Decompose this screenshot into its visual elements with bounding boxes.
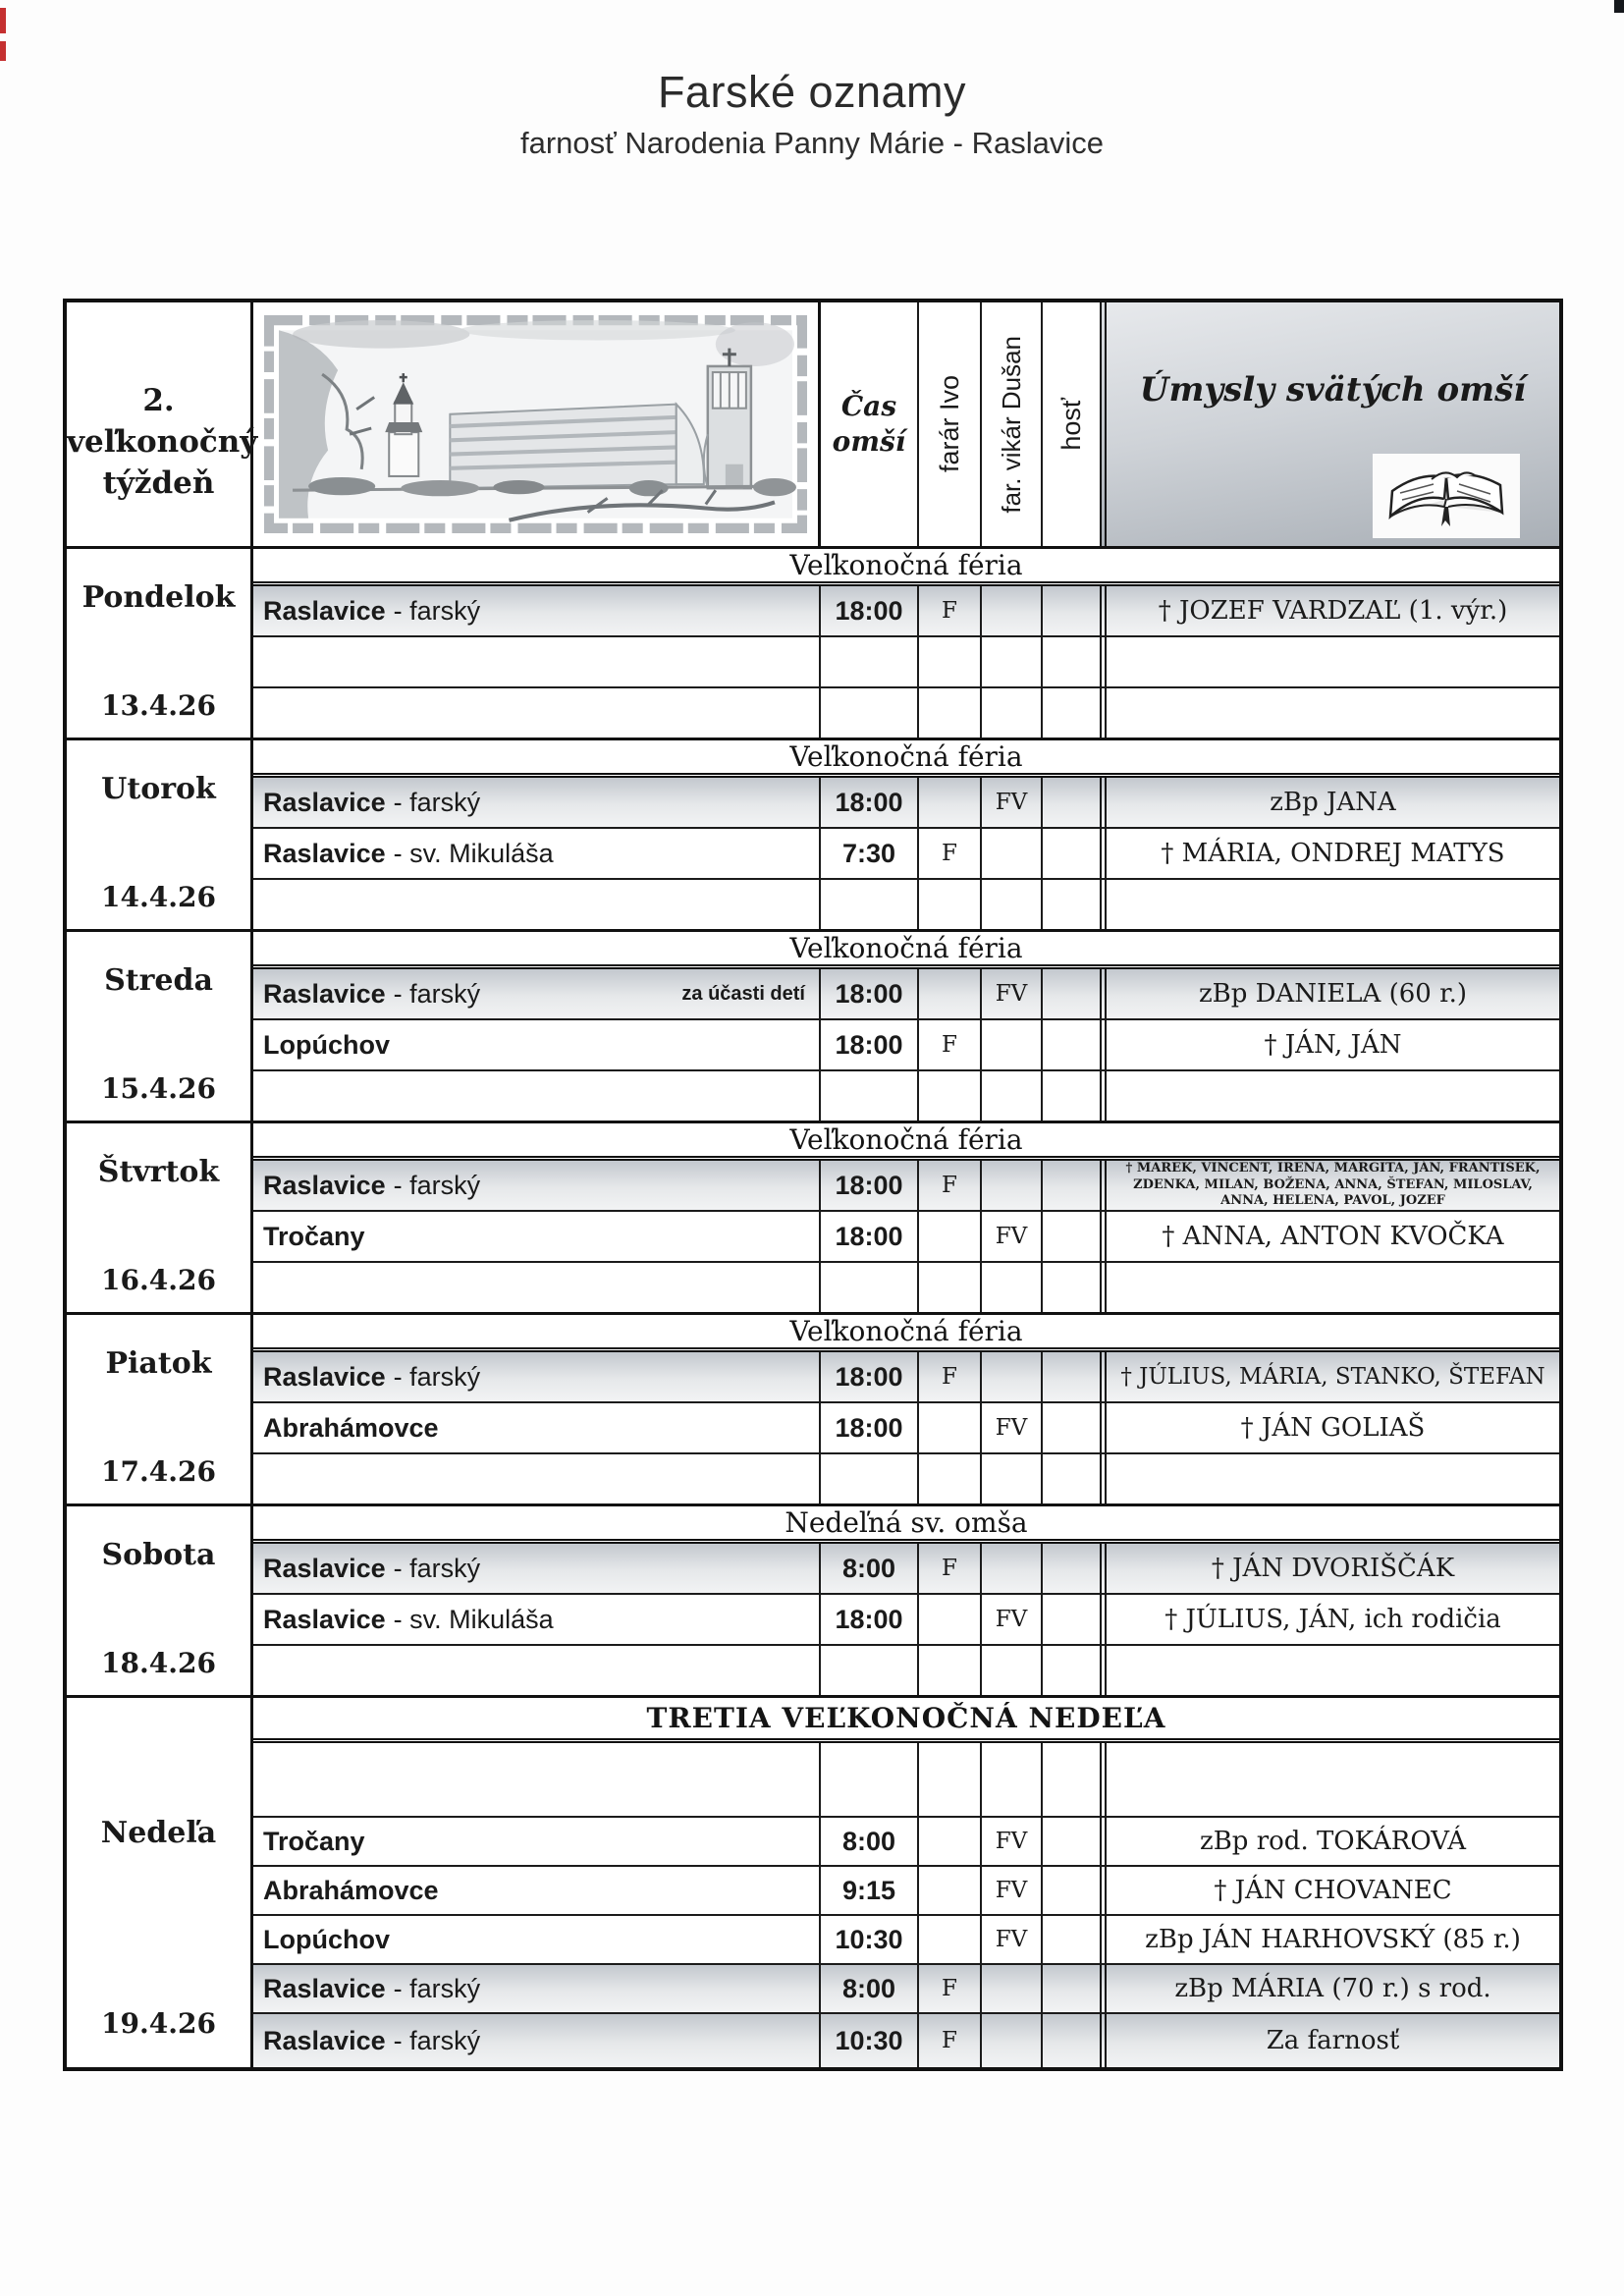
location-main: Raslavice [263, 1170, 386, 1200]
guest-cell [1043, 586, 1100, 635]
time-cell: 18:00 [821, 1403, 919, 1452]
day-name: Sobota [101, 1538, 216, 1572]
intention-cell: † JÁN GOLIAŠ [1100, 1403, 1559, 1452]
intention-cell: Za farnosť [1100, 2014, 1559, 2067]
day-name: Štvrtok [97, 1155, 220, 1189]
guest-cell [1043, 1818, 1100, 1865]
feria-label: Veľkonočná féria [253, 932, 1559, 969]
feria-label: Veľkonočná féria [253, 1123, 1559, 1161]
day-name: Pondelok [81, 580, 236, 615]
day-cell [67, 932, 253, 1121]
guest-cell [1043, 829, 1100, 878]
location-cell [253, 2014, 821, 2067]
vicar-cell [982, 1454, 1043, 1503]
mass-row-empty [253, 1646, 1559, 1695]
location-main: Raslavice [263, 2025, 386, 2055]
guest-cell [1043, 1454, 1100, 1503]
mass-row-empty [253, 1743, 1559, 1818]
intention-cell: † JOZEF VARDZAĽ (1. výr.) [1100, 586, 1559, 635]
location-cell [253, 1161, 821, 1210]
location-note: za účasti detí [681, 982, 805, 1005]
day-date: 19.4.26 [101, 2007, 216, 2040]
vicar-cell [982, 586, 1043, 635]
time-cell: 18:00 [821, 1595, 919, 1644]
intention-cell: zBp JÁN HARHOVSKÝ (85 r.) [1100, 1916, 1559, 1963]
priest-cell [919, 778, 982, 827]
time-cell: 18:00 [821, 969, 919, 1018]
intention-cell [1100, 1263, 1559, 1312]
location-sub: - sv. Mikuláša [393, 1604, 554, 1634]
guest-cell [1043, 1595, 1100, 1644]
priest-cell [919, 969, 982, 1018]
priest-cell [919, 1263, 982, 1312]
church-image [263, 314, 808, 534]
time-cell [821, 688, 919, 738]
intention-cell: † JÚLIUS, MÁRIA, STANKO, ŠTEFAN [1100, 1352, 1559, 1401]
day-block-streda [67, 929, 1559, 1121]
feria-label: Nedeľná sv. omša [253, 1506, 1559, 1544]
location-sub: - farský [393, 1553, 481, 1583]
guest-cell [1043, 1544, 1100, 1593]
vicar-cell: FV [982, 1818, 1043, 1865]
time-cell [821, 637, 919, 686]
day-date: 15.4.26 [101, 1072, 216, 1105]
guest-cell [1043, 1352, 1100, 1401]
intention-cell: † MÁRIA, ONDREJ MATYS [1100, 829, 1559, 878]
day-block-pondelok [67, 546, 1559, 738]
mass-schedule-table [63, 299, 1563, 2071]
column-header-guest [1043, 302, 1100, 546]
guest-cell [1043, 1867, 1100, 1914]
priest-cell [919, 1403, 982, 1452]
time-cell [821, 880, 919, 929]
vicar-cell [982, 1161, 1043, 1210]
mass-row [253, 1916, 1559, 1965]
day-content [253, 932, 1559, 1121]
intention-cell: † ANNA, ANTON KVOČKA [1100, 1212, 1559, 1261]
day-date: 13.4.26 [101, 689, 216, 722]
location-cell [253, 1595, 821, 1644]
priest-cell [919, 688, 982, 738]
location-cell [253, 1263, 821, 1312]
guest-cell [1043, 637, 1100, 686]
day-date: 18.4.26 [101, 1647, 216, 1679]
priest-cell: F [919, 829, 982, 878]
day-block-nedela [67, 1695, 1559, 2067]
vicar-cell: FV [982, 1867, 1043, 1914]
vicar-cell: FV [982, 1403, 1043, 1452]
location-cell [253, 1020, 821, 1069]
day-date: 16.4.26 [101, 1264, 216, 1296]
mass-row [253, 1965, 1559, 2014]
day-content [253, 1315, 1559, 1503]
day-name: Piatok [105, 1346, 212, 1381]
time-cell: 18:00 [821, 1020, 919, 1069]
mass-row [253, 1161, 1559, 1212]
location-cell [253, 1646, 821, 1695]
scan-artifact-corner-mark [1614, 0, 1624, 13]
priest-cell [919, 880, 982, 929]
location-cell [253, 969, 821, 1018]
day-block-piatok [67, 1312, 1559, 1503]
vicar-cell [982, 829, 1043, 878]
intention-cell [1100, 880, 1559, 929]
vicar-cell: FV [982, 778, 1043, 827]
vicar-cell [982, 1965, 1043, 2012]
guest-cell [1043, 1071, 1100, 1121]
mass-row [253, 1020, 1559, 1071]
location-cell [253, 1965, 821, 2012]
mass-row-empty [253, 688, 1559, 738]
priest-cell [919, 1818, 982, 1865]
day-content [253, 1123, 1559, 1312]
intention-cell: zBp JANA [1100, 778, 1559, 827]
guest-cell [1043, 1212, 1100, 1261]
vicar-cell: FV [982, 1595, 1043, 1644]
mass-row-empty [253, 1071, 1559, 1121]
day-name: Streda [104, 963, 213, 998]
vicar-cell: FV [982, 969, 1043, 1018]
location-sub: - farský [393, 787, 481, 817]
day-content [253, 740, 1559, 929]
time-cell: 8:00 [821, 1544, 919, 1593]
guest-cell [1043, 2014, 1100, 2067]
day-cell [67, 1506, 253, 1695]
intention-cell: † JÚLIUS, JÁN, ich rodičia [1100, 1595, 1559, 1644]
scan-artifact-red-mark [0, 41, 6, 61]
intention-cell [1100, 1743, 1559, 1816]
day-block-utorok [67, 738, 1559, 929]
column-header-vicar [982, 302, 1043, 546]
day-cell [67, 1315, 253, 1503]
location-main: Abrahámovce [263, 1875, 439, 1905]
vicar-cell: FV [982, 1916, 1043, 1963]
guest-cell [1043, 778, 1100, 827]
time-cell: 8:00 [821, 1965, 919, 2012]
location-cell [253, 1867, 821, 1914]
time-cell: 18:00 [821, 1161, 919, 1210]
priest-cell: F [919, 2014, 982, 2067]
location-cell [253, 778, 821, 827]
location-main: Raslavice [263, 787, 386, 817]
feria-label: Veľkonočná féria [253, 1315, 1559, 1352]
location-cell [253, 1743, 821, 1816]
priest-label: farár Ivo [934, 375, 964, 473]
vicar-cell: FV [982, 1212, 1043, 1261]
page-title: Farské oznamy [657, 67, 967, 117]
location-sub: - sv. Mikuláša [393, 838, 554, 868]
day-date: 17.4.26 [101, 1455, 216, 1488]
priest-cell: F [919, 1965, 982, 2012]
priest-cell: F [919, 586, 982, 635]
mass-row-empty [253, 880, 1559, 929]
mass-row-empty [253, 1454, 1559, 1503]
location-sub: - farský [393, 1361, 481, 1392]
priest-cell [919, 1867, 982, 1914]
day-date: 14.4.26 [101, 881, 216, 913]
mass-row [253, 1212, 1559, 1263]
location-main: Raslavice [263, 838, 386, 868]
intention-cell [1100, 688, 1559, 738]
mass-row [253, 829, 1559, 880]
day-cell [67, 1698, 253, 2067]
location-main: Raslavice [263, 595, 386, 626]
time-cell: 10:30 [821, 2014, 919, 2067]
week-cell [67, 302, 258, 546]
day-content [253, 1698, 1559, 2067]
priest-cell: F [919, 1161, 982, 1210]
guest-cell [1043, 1646, 1100, 1695]
priest-cell: F [919, 1544, 982, 1593]
time-cell: 18:00 [821, 1352, 919, 1401]
guest-cell [1043, 1743, 1100, 1816]
day-name: Utorok [101, 772, 216, 806]
location-main: Raslavice [263, 1604, 386, 1634]
mass-row [253, 778, 1559, 829]
location-main: Lopúchov [263, 1029, 390, 1060]
mass-row [253, 1544, 1559, 1595]
location-main: Tročany [263, 1826, 365, 1856]
location-main: Lopúchov [263, 1924, 390, 1954]
vicar-cell [982, 1071, 1043, 1121]
guest-cell [1043, 688, 1100, 738]
location-cell [253, 1454, 821, 1503]
intention-cell [1100, 637, 1559, 686]
location-sub: - farský [393, 1973, 481, 2003]
location-sub: - farský [393, 978, 481, 1009]
intention-cell [1100, 1454, 1559, 1503]
guest-cell [1043, 1965, 1100, 2012]
location-cell [253, 688, 821, 738]
intention-cell [1100, 1646, 1559, 1695]
priest-cell [919, 1212, 982, 1261]
location-cell [253, 880, 821, 929]
priest-cell [919, 1743, 982, 1816]
day-cell [67, 549, 253, 738]
location-cell [253, 637, 821, 686]
column-header-time: Čas omší [821, 302, 919, 546]
feria-label: Veľkonočná féria [253, 549, 1559, 586]
guest-cell [1043, 1263, 1100, 1312]
time-cell: 7:30 [821, 829, 919, 878]
vicar-cell [982, 1743, 1043, 1816]
table-header-row [67, 302, 1559, 546]
column-header-priest [919, 302, 982, 546]
day-content [253, 1506, 1559, 1695]
location-main: Abrahámovce [263, 1412, 439, 1443]
intention-cell: zBp MÁRIA (70 r.) s rod. [1100, 1965, 1559, 2012]
time-cell: 8:00 [821, 1818, 919, 1865]
intention-cell: † MAREK, VINCENT, IRENA, MARGITA, JÁN, FRANTIŠEK, ZDENKA, MILAN, BOŽENA, ANNA, ŠTEFAN, MILOSLAV, ANNA, HELENA, PAVOL, JOZEF [1100, 1161, 1559, 1210]
location-cell [253, 586, 821, 635]
vicar-cell [982, 1352, 1043, 1401]
priest-cell: F [919, 1352, 982, 1401]
time-cell [821, 1646, 919, 1695]
time-cell: 18:00 [821, 1212, 919, 1261]
location-main: Raslavice [263, 1361, 386, 1392]
intention-cell [1100, 1071, 1559, 1121]
mass-row [253, 1403, 1559, 1454]
mass-row [253, 1352, 1559, 1403]
feria-label: Veľkonočná féria [253, 740, 1559, 778]
mass-row-empty [253, 637, 1559, 688]
guest-cell [1043, 880, 1100, 929]
day-cell [67, 1123, 253, 1312]
vicar-cell [982, 2014, 1043, 2067]
guest-cell [1043, 1403, 1100, 1452]
location-main: Raslavice [263, 978, 386, 1009]
open-book-icon [1373, 454, 1520, 538]
priest-cell [919, 637, 982, 686]
time-cell: 9:15 [821, 1867, 919, 1914]
priest-cell [919, 1595, 982, 1644]
intention-cell: † JÁN DVORIŠČÁK [1100, 1544, 1559, 1593]
mass-row-empty [253, 1263, 1559, 1312]
priest-cell [919, 1646, 982, 1695]
location-cell [253, 1212, 821, 1261]
intention-cell: zBp DANIELA (60 r.) [1100, 969, 1559, 1018]
mass-row [253, 586, 1559, 637]
location-sub: - farský [393, 595, 481, 626]
intentions-title: Úmysly svätých omší [1139, 370, 1527, 410]
scan-artifact-red-mark [0, 8, 6, 33]
intention-cell: zBp rod. TOKÁROVÁ [1100, 1818, 1559, 1865]
location-cell [253, 1071, 821, 1121]
guest-cell [1043, 1020, 1100, 1069]
day-name: Nedeľa [100, 1816, 217, 1850]
time-cell [821, 1454, 919, 1503]
vicar-cell [982, 1544, 1043, 1593]
day-content [253, 549, 1559, 738]
sunday-title: TRETIA VEĽKONOČNÁ NEDEĽA [253, 1698, 1559, 1743]
time-cell: 10:30 [821, 1916, 919, 1963]
guest-cell [1043, 969, 1100, 1018]
location-cell [253, 829, 821, 878]
time-cell [821, 1071, 919, 1121]
day-block-stvrtok [67, 1121, 1559, 1312]
location-cell [253, 1352, 821, 1401]
intention-cell: † JÁN, JÁN [1100, 1020, 1559, 1069]
time-cell [821, 1263, 919, 1312]
location-cell [253, 1403, 821, 1452]
location-main: Raslavice [263, 1973, 386, 2003]
location-cell [253, 1544, 821, 1593]
page-subtitle: farnosť Narodenia Panny Márie - Raslavice [519, 126, 1104, 160]
location-sub: - farský [393, 1170, 481, 1200]
location-cell [253, 1916, 821, 1963]
location-main: Raslavice [263, 1553, 386, 1583]
vicar-cell [982, 1646, 1043, 1695]
mass-row [253, 1595, 1559, 1646]
guest-cell [1043, 1916, 1100, 1963]
mass-row [253, 1818, 1559, 1867]
location-cell [253, 1818, 821, 1865]
week-label: 2. veľkonočný týždeň [67, 383, 258, 501]
day-cell [67, 740, 253, 929]
priest-cell [919, 1916, 982, 1963]
mass-row [253, 2014, 1559, 2067]
mass-row [253, 969, 1559, 1020]
column-header-intentions [1100, 302, 1559, 546]
vicar-cell [982, 1020, 1043, 1069]
time-cell: 18:00 [821, 586, 919, 635]
priest-cell [919, 1454, 982, 1503]
guest-cell [1043, 1161, 1100, 1210]
priest-cell [919, 1071, 982, 1121]
vicar-cell [982, 880, 1043, 929]
mass-row [253, 1867, 1559, 1916]
location-main: Tročany [263, 1221, 365, 1251]
vicar-cell [982, 688, 1043, 738]
intention-cell: † JÁN CHOVANEC [1100, 1867, 1559, 1914]
time-cell: 18:00 [821, 778, 919, 827]
vicar-label: far. vikár Dušan [996, 335, 1026, 514]
time-cell [821, 1743, 919, 1816]
priest-cell: F [919, 1020, 982, 1069]
vicar-cell [982, 637, 1043, 686]
location-sub: - farský [393, 2025, 481, 2055]
vicar-cell [982, 1263, 1043, 1312]
church-image-cell [253, 302, 821, 546]
guest-label: hosť [1056, 398, 1086, 451]
day-block-sobota [67, 1503, 1559, 1695]
